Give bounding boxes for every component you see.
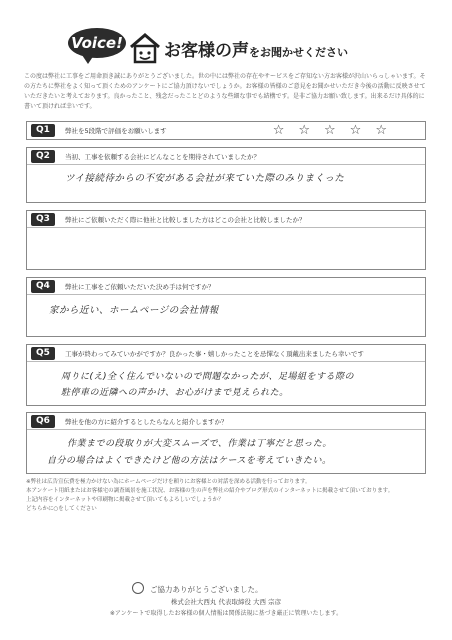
question-text: 弊社にご依頼いただく際に他社と比較しました方はどこの会社と比較しましたか？ xyxy=(65,216,306,224)
title-sub: をお聞かせください xyxy=(249,46,348,59)
house-icon xyxy=(128,32,162,64)
privacy-note: ※アンケートで取得したお客様の個人情報は関係法規に基づき厳正に管理いたします。 xyxy=(109,610,343,617)
question-text: 弊社を他の方に紹介するとしたらなんと紹介しますか？ xyxy=(65,418,228,426)
page-title xyxy=(164,36,348,61)
answer-text: 家から近い、ホームページの会社情報 xyxy=(49,305,219,316)
footnotes xyxy=(26,478,426,514)
answer-text-line-2: 自分の場合はよくできたけど他の方法はケースを考えていきたい。 xyxy=(47,456,332,466)
intro-text: この度は弊社に工事をご用命頂き誠にありがとうございました。世の中には弊社の存在やサービスをご存知ない方お客様が沢山いらっしゃいます。その方たちに弊社をよく知って頂くためのアンケートにご協力頂けないでしょうか。お客様の皆様のご意見をお聞かせいただき今後の活動に反映させていただきたいと考えております。良かったこと、残念だったことどのような些細な事でも結構です。是非ご協力お願い致します。出来るだけ具体的に書いて頂ければ幸いです。 xyxy=(24,73,426,110)
title-main: お客様の声 xyxy=(164,41,249,61)
smile-icon xyxy=(132,582,144,594)
footnote: 上記内容をインターネットや印刷物に掲載させて頂いてもよろしいでしょうか？ xyxy=(26,497,224,503)
header xyxy=(60,22,400,70)
thanks-text: ご協力ありがとうございました。 xyxy=(150,585,263,594)
question-6 xyxy=(26,412,426,474)
question-4 xyxy=(26,277,426,337)
question-1 xyxy=(26,121,426,140)
question-tag: Q3 xyxy=(31,213,55,226)
company-name: 株式会社大西丸 代表取締役 大西 宗彦 xyxy=(170,598,282,606)
question-2 xyxy=(26,147,426,203)
footnote: どちらかに○をしてください xyxy=(26,506,97,512)
voice-badge: Voice! xyxy=(68,28,126,58)
question-tag: Q4 xyxy=(31,280,55,293)
rating-stars[interactable]: ☆☆☆☆☆ xyxy=(272,123,401,138)
answer-text-line-2: 駐停車の近隣への声かけ、お心がけまで見えられた。 xyxy=(61,388,289,398)
question-tag: Q5 xyxy=(31,347,55,360)
question-text: 工事が終わってみていかがですか？良かった事・嬉しかったことを忌憚なく頂戴出来ましたら幸いです xyxy=(65,350,364,358)
answer-text-line-1: 作業までの段取りが大変スムーズで、作業は丁寧だと思った。 xyxy=(67,439,332,449)
question-5 xyxy=(26,344,426,406)
question-tag: Q1 xyxy=(31,124,55,137)
question-text: 当初、工事を依頼する会社にどんなことを期待されていましたか？ xyxy=(65,153,260,161)
answer-text-line-1: 周りに(え)全く住んでいないので問題なかったが、足場組をする際の xyxy=(61,372,355,382)
footnote: ※弊社は広告宣伝費を極力かけない為にホームページだけを頼りにお客様との対話を深める活動を行っております。 xyxy=(26,479,311,485)
question-text: 弊社を5段階で評価をお願いします xyxy=(65,127,167,135)
question-3 xyxy=(26,210,426,270)
question-text: 弊社に工事をご依頼いただいた決め手は何ですか？ xyxy=(65,283,215,291)
voice-bubble-tail xyxy=(82,55,94,64)
answer-text: ツイ接続待からの不安がある会社が来ていた際のみりまくった xyxy=(65,173,345,184)
footnote: 本アンケート用紙またはお客様宅の調査風景を施工状況、お客様の生の声を弊社の紹介やブログ形式のインターネットに掲載させて頂いております。 xyxy=(26,488,394,494)
question-tag: Q2 xyxy=(31,150,55,163)
question-tag: Q6 xyxy=(31,415,55,428)
